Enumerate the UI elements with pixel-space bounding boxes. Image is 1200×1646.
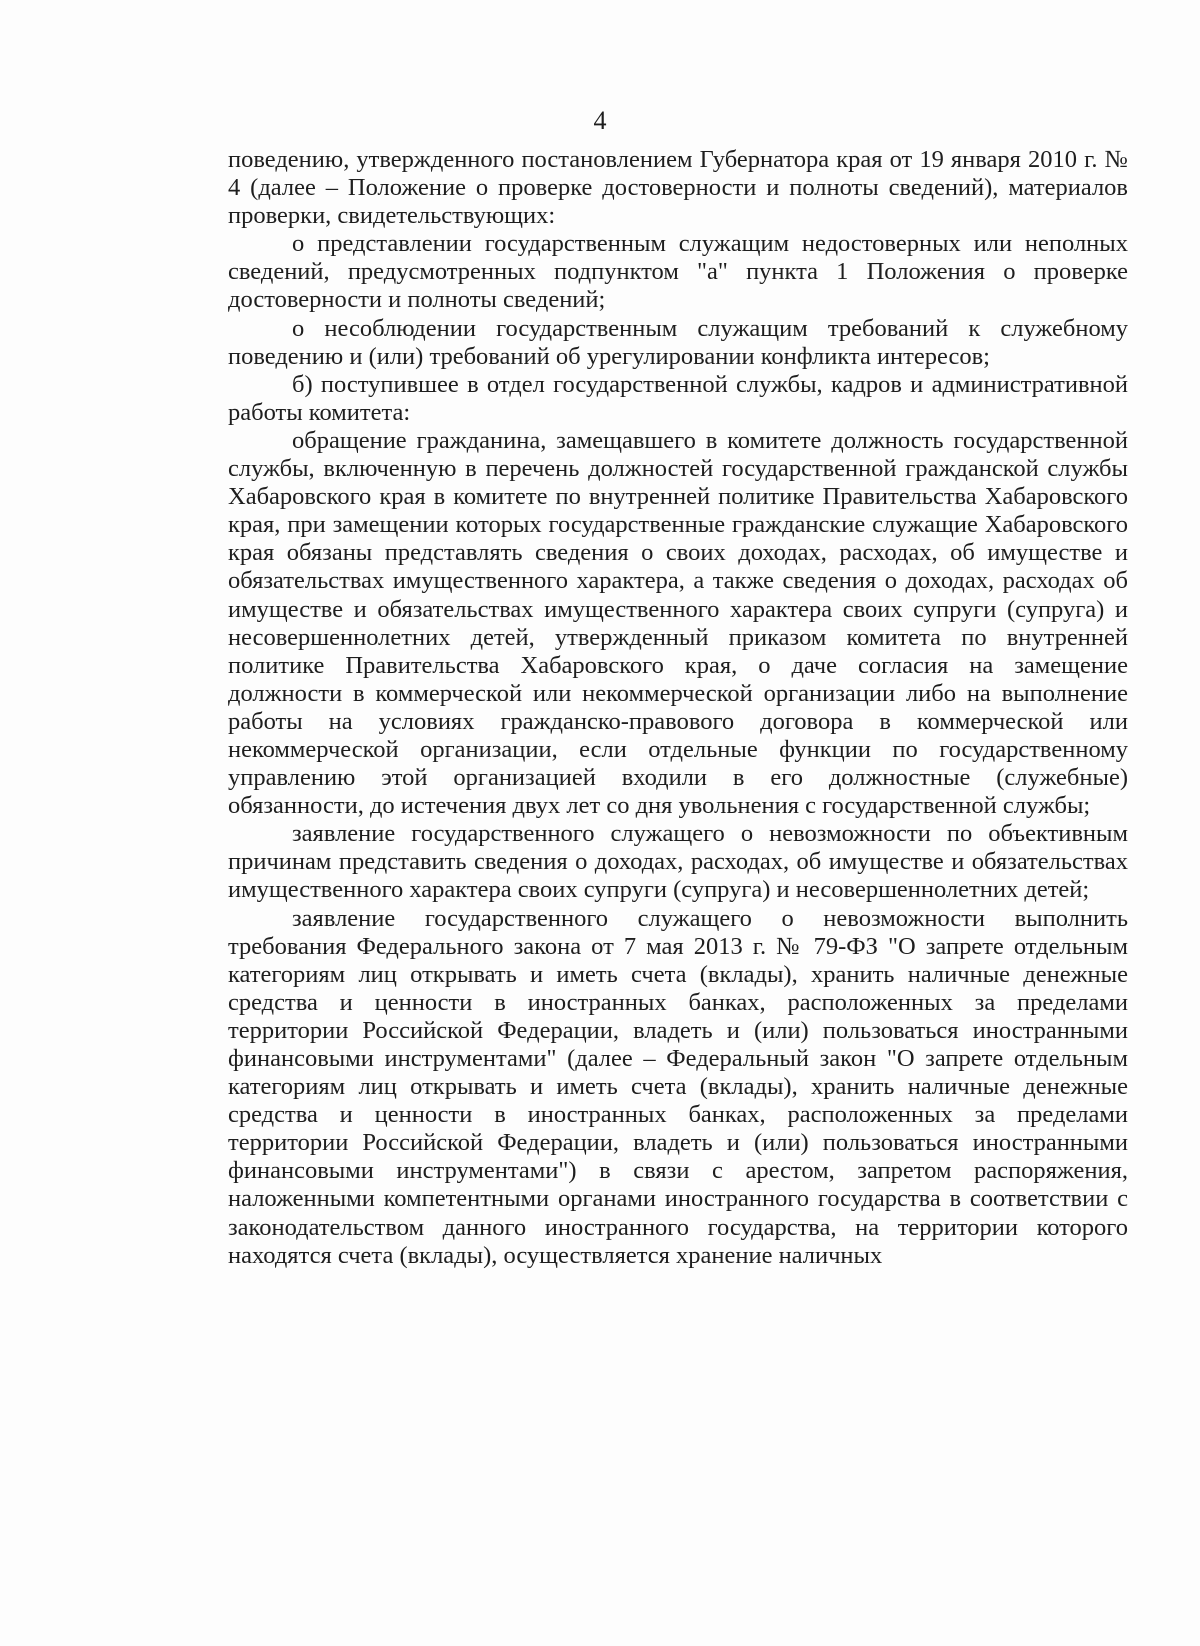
document-body	[228, 146, 1128, 1270]
paragraph-item-noncompliance: о несоблюдении государственным служащим требований к служебному поведению и (или) требований об урегулировании конфликта интересов;	[228, 314, 1128, 370]
paragraph-statement-income: заявление государственного служащего о невозможности по объективным причинам представить сведения о доходах, расходах, об имуществе и обязательствах имущественного характера своих супруги (супруга) и несовершеннолетних детей;	[228, 820, 1128, 904]
page-number: 4	[593, 106, 607, 135]
paragraph-citizen-appeal: обращение гражданина, замещавшего в комитете должность государственной службы, включенную в перечень должностей государственной гражданской службы Хабаровского края в комитете по внутренней политике Правительства Хабаровского края, при замещении которых государственные гражданские служащие Хабаровского края обязаны представлять сведения о своих доходах, расходах, об имуществе и обязательствах имущественного характера, а также сведения о доходах, расходах об имуществе и обязательствах имущественного характера своих супруги (супруга) и несовершеннолетних детей, утвержденный приказом комитета по внутренней политике Правительства Хабаровского края, о даче согласия на замещение должности в коммерческой или некоммерческой организации либо на выполнение работы на условиях гражданско-правового договора в коммерческой или некоммерческой организации, если отдельные функции по государственному управлению этой организацией входили в его должностные (служебные) обязанности, до истечения двух лет со дня увольнения с государственной службы;	[228, 426, 1128, 820]
paragraph-item-false-info: о представлении государственным служащим недостоверных или неполных сведений, предусмотренных подпунктом "а" пункта 1 Положения о проверке достоверности и полноты сведений;	[228, 230, 1128, 314]
paragraph-item-b: б) поступившее в отдел государственной службы, кадров и административной работы комитета:	[228, 370, 1128, 426]
paragraph-continuation: поведению, утвержденного постановлением Губернатора края от 19 января 2010 г. № 4 (далее – Положение о проверке достоверности и полноты сведений), материалов проверки, свидетельствующих:	[228, 146, 1128, 230]
paragraph-statement-foreign-accounts: заявление государственного служащего о невозможности выполнить требования Федерального закона от 7 мая 2013 г. № 79-ФЗ "О запрете отдельным категориям лиц открывать и иметь счета (вклады), хранить наличные денежные средства и ценности в иностранных банках, расположенных за пределами территории Российской Федерации, владеть и (или) пользоваться иностранными финансовыми инструментами" (далее – Федеральный закон "О запрете отдельным категориям лиц открывать и иметь счета (вклады), хранить наличные денежные средства и ценности в иностранных банках, расположенных за пределами территории Российской Федерации, владеть и (или) пользоваться иностранными финансовыми инструментами") в связи с арестом, запретом распоряжения, наложенными компетентными органами иностранного государства в соответствии с законодательством данного иностранного государства, на территории которого находятся счета (вклады), осуществляется хранение наличных	[228, 904, 1128, 1269]
